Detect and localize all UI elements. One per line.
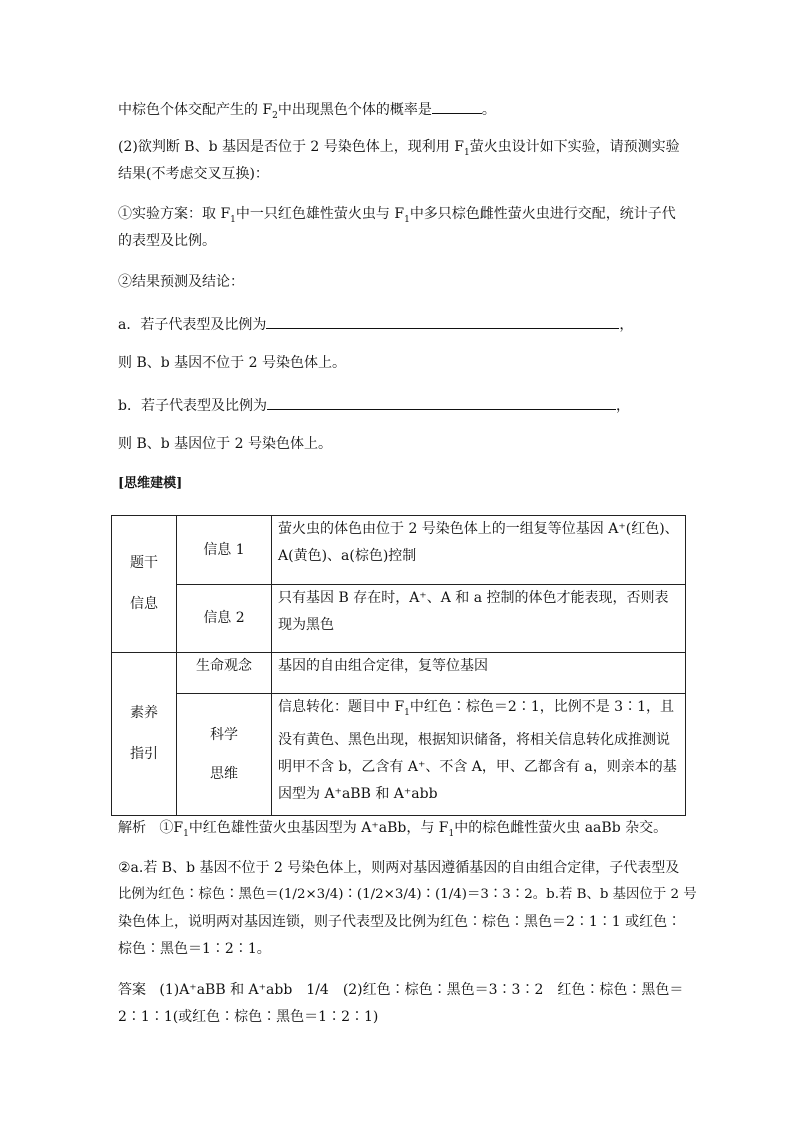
analysis-line4: 染色体上，说明两对基因连锁，则子代表型及比例为红色∶棕色∶黑色＝2∶1∶1 或红色∶ — [118, 914, 682, 930]
text: ①F — [159, 820, 184, 836]
experiment-plan-line2: 的表型及比例。 — [118, 233, 216, 249]
q2-stem-line1 — [118, 137, 680, 163]
answer-line2: 2∶1∶1(或红色∶棕色∶黑色＝1∶2∶1) — [118, 1009, 379, 1025]
text: ， — [619, 317, 634, 333]
text: 中棕色个体交配产生的 F — [118, 102, 273, 118]
thinking-model-table — [111, 515, 686, 816]
text: (2)欲判断 B、b 基因是否位于 2 号染色体上，现利用 F — [118, 139, 464, 155]
group-label-literacy — [112, 653, 177, 816]
info1-text — [272, 516, 686, 585]
experiment-plan-line1 — [118, 204, 676, 230]
text: 中红色雄性萤火虫基因型为 A⁺aBb，与 F — [188, 820, 449, 836]
result-b-line1 — [118, 394, 630, 416]
label-line: 指引 — [130, 746, 158, 762]
analysis-line5: 棕色∶黑色＝1∶2∶1。 — [118, 941, 271, 957]
q2-stem-line2: 结果(不考虑交叉互换)： — [118, 166, 269, 182]
label-line: 素养 — [130, 705, 158, 721]
analysis-line1 — [118, 818, 667, 844]
subscript: 2 — [272, 110, 278, 121]
answer-blank-b[interactable] — [267, 394, 616, 410]
answer-blank-a[interactable] — [266, 313, 619, 329]
analysis-line2: ②a.若 B、b 基因不位于 2 号染色体上，则两对基因遵循基因的自由组合定律，子代表型及 — [118, 860, 680, 876]
text: 中红色∶棕色＝2∶1，比例不是 3∶1，且 — [409, 699, 674, 715]
text-line: 因型为 A⁺aBB 和 A⁺abb — [278, 785, 438, 802]
life-concept-text: 基因的自由组合定律，复等位基因 — [272, 653, 686, 694]
text: ， — [615, 398, 630, 414]
subscript: 1 — [230, 214, 236, 225]
text-line: 只有基因 B 存在时，A⁺、A 和 a 控制的体色才能表现，否则表 — [278, 590, 669, 606]
label-line: 思维 — [210, 765, 238, 782]
model-title: [思维建模] — [118, 476, 183, 491]
text-line: 明甲不含 b，乙含有 A⁺、不含 A，甲、乙都含有 a，则亲本的基 — [278, 758, 677, 775]
info1-label: 信息 1 — [177, 516, 272, 585]
subscript: 1 — [183, 828, 189, 839]
science-thinking-text — [272, 694, 686, 816]
life-concept-label: 生命观念 — [177, 653, 272, 694]
subscript: 1 — [404, 707, 410, 718]
info2-text — [272, 585, 686, 653]
text: 中的棕色雌性萤火虫 aaBb 杂交。 — [454, 820, 668, 836]
result-a-line1 — [118, 313, 633, 335]
answer-line1 — [118, 980, 683, 1000]
text: ①实验方案：取 F — [118, 206, 231, 222]
answer-blank[interactable] — [432, 98, 482, 114]
text: 萤火虫设计如下实验，请预测实验 — [469, 139, 680, 155]
analysis-label: 解析 — [118, 820, 146, 836]
text: 中多只棕色雌性萤火虫进行交配，统计子代 — [409, 206, 676, 222]
text: 。 — [481, 102, 496, 118]
answer-label: 答案 — [118, 982, 146, 998]
text: 中一只红色雄性萤火虫与 F — [235, 206, 405, 222]
result-a-line2: 则 B、b 基因不位于 2 号染色体上。 — [118, 355, 346, 371]
text-line — [278, 694, 679, 727]
text: 中出现黑色个体的概率是 — [277, 102, 432, 118]
text-line: 没有黄色、黑色出现，根据知识储备，将相关信息转化成推测说 — [278, 731, 670, 748]
q1-continuation — [118, 98, 496, 126]
subscript: 1 — [404, 214, 410, 225]
info2-label: 信息 2 — [177, 585, 272, 653]
text: 信息转化：题目中 F — [278, 699, 405, 715]
result-title: ②结果预测及结论： — [118, 274, 244, 290]
text: b．若子代表型及比例为 — [118, 398, 267, 414]
text: (1)A⁺aBB 和 A⁺abb 1/4 (2)红色∶棕色∶黑色＝3∶3∶2 红色∶棕色∶黑色＝ — [159, 982, 684, 998]
science-thinking-label — [177, 694, 272, 816]
text-line: A(黄色)、a(棕色)控制 — [278, 548, 417, 564]
label-line: 信息 — [130, 596, 158, 612]
analysis-line3: 比例为红色∶棕色∶黑色＝(1/2×3/4)∶(1/2×3/4)∶(1/4)＝3∶3∶2。b.若 B、b 基因位于 2 号 — [118, 887, 697, 902]
result-b-line2: 则 B、b 基因位于 2 号染色体上。 — [118, 436, 332, 452]
label-line: 科学 — [210, 726, 238, 743]
label-line: 题干 — [130, 555, 158, 571]
text-line: 现为黑色 — [278, 617, 334, 633]
subscript: 1 — [448, 828, 455, 839]
subscript: 1 — [463, 147, 470, 158]
group-label-stem-info — [112, 516, 177, 653]
text-line: 萤火虫的体色由位于 2 号染色体上的一组复等位基因 A⁺(红色)、 — [278, 521, 679, 537]
text: a．若子代表型及比例为 — [118, 317, 267, 333]
